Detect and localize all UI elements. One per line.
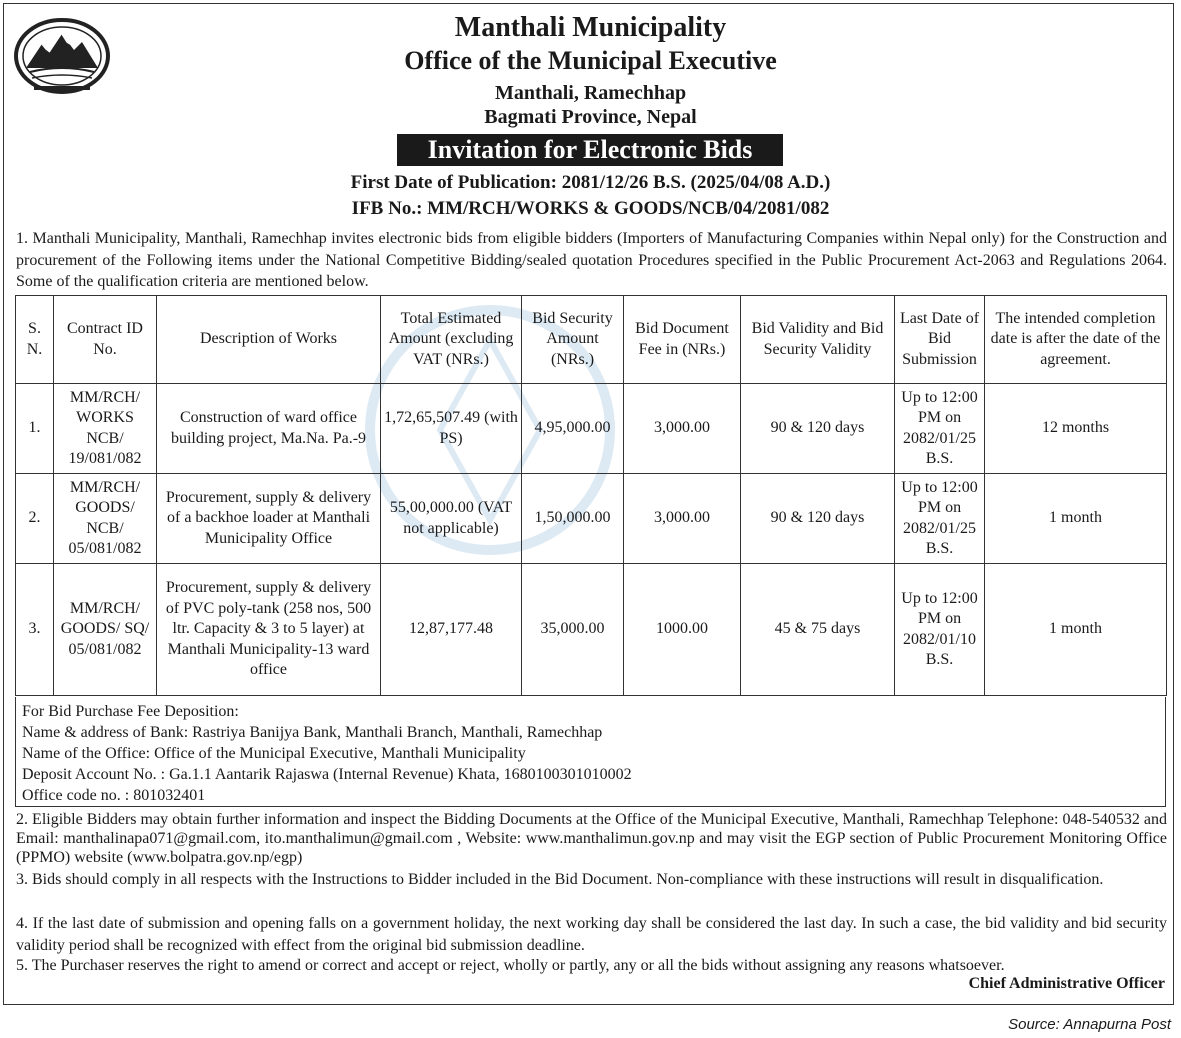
header-contract-id: Contract ID No. [54,296,157,384]
header-description: Description of Works [157,296,381,384]
cell-completion: 1 month [985,474,1167,564]
cell-sn: 3. [16,564,54,696]
cell-sn: 2. [16,474,54,564]
header-bid-security: Bid Security Amount (NRs.) [522,296,624,384]
paragraph-3: 3. Bids should comply in all respects with the Instructions to Bidder included in the Bid Document. Non-compliance with these instructions will result in disqualification. [16,871,1104,888]
cell-amount: 12,87,177.48 [381,564,522,696]
paragraph-1: 1. Manthali Municipality, Manthali, Ramechhap invites electronic bids from eligible bidders (Importers of Manufacturing Companies within Nepal only) for the Construction and procurement of the Following items under the National Competitive Bidding/sealed quotation Procedures specified in the Public Procurement Act-2063 and Regulations 2064. Some of the qualification criteria are mentioned below. [16,230,1167,290]
cell-validity: 90 & 120 days [741,384,895,474]
cell-amount: 55,00,000.00 (VAT not applicable) [381,474,522,564]
header-bid-validity: Bid Validity and Bid Security Validity [741,296,895,384]
cell-contract-id: MM/RCH/ WORKS NCB/ 19/081/082 [54,384,157,474]
cell-completion: 12 months [985,384,1167,474]
cell-description: Procurement, supply & delivery of PVC poly-tank (258 nos, 500 ltr. Capacity & 3 to 5 layer) at Manthali Municipality-13 ward office [157,564,381,696]
cell-contract-id: MM/RCH/ GOODS/ SQ/ 05/081/082 [54,564,157,696]
cell-contract-id: MM/RCH/ GOODS/ NCB/ 05/081/082 [54,474,157,564]
paragraph-5: 5. The Purchaser reserves the right to amend or correct and accept or reject, wholly or partly, any or all the bids without assigning any reasons whatsoever. [16,957,1005,974]
cell-last-date: Up to 12:00 PM on 2082/01/25 B.S. [895,384,985,474]
cell-validity: 90 & 120 days [741,474,895,564]
deposit-bank: Name & address of Bank: Rastriya Banijya Bank, Manthali Branch, Manthali, Ramechhap [22,724,603,741]
municipality-name: Manthali Municipality [454,12,727,43]
table-row [16,564,1167,696]
header-sn: S. N. [16,296,54,384]
paragraph-4: 4. If the last date of submission and opening falls on a government holiday, the next working day shall be considered the last day. In such a case, the bid validity and bid security validity period shall be recognized with effect from the original bid submission deadline. [16,915,1167,954]
deposit-office: Name of the Office: Office of the Municipal Executive, Manthali Municipality [22,745,526,762]
table-header-row [16,296,1167,384]
cell-validity: 45 & 75 days [741,564,895,696]
cell-last-date: Up to 12:00 PM on 2082/01/10 B.S. [895,564,985,696]
cell-sn: 1. [16,384,54,474]
cell-security: 4,95,000.00 [522,384,624,474]
deposit-title: For Bid Purchase Fee Deposition: [22,703,239,720]
header-last-date: Last Date of Bid Submission [895,296,985,384]
cell-fee: 3,000.00 [624,384,741,474]
table-row [16,474,1167,564]
cell-security: 35,000.00 [522,564,624,696]
source-credit: Source: Annapurna Post [1008,1016,1171,1033]
deposit-info-box [15,697,1166,807]
notice-title-banner: Invitation for Electronic Bids [397,134,783,166]
office-name: Office of the Municipal Executive [404,46,777,75]
cell-security: 1,50,000.00 [522,474,624,564]
cell-last-date: Up to 12:00 PM on 2082/01/25 B.S. [895,474,985,564]
header-completion: The intended completion date is after the date of the agreement. [985,296,1167,384]
table-row [16,384,1167,474]
cell-description: Construction of ward office building project, Ma.Na. Pa.-9 [157,384,381,474]
office-address: Manthali, Ramechhap [494,82,687,104]
cell-description: Procurement, supply & delivery of a backhoe loader at Manthali Municipality Office [157,474,381,564]
cell-completion: 1 month [985,564,1167,696]
province-line: Bagmati Province, Nepal [484,106,697,128]
publication-date: First Date of Publication: 2081/12/26 B.S. (2025/04/08 A.D.) [350,172,831,193]
cell-amount: 1,72,65,507.49 (with PS) [381,384,522,474]
deposit-office-code: Office code no. : 801032401 [22,787,206,804]
cell-fee: 1000.00 [624,564,741,696]
header-estimated-amount: Total Estimated Amount (excluding VAT (NRs.) [381,296,522,384]
header-document-fee: Bid Document Fee in (NRs.) [624,296,741,384]
signatory: Chief Administrative Officer [968,975,1165,992]
deposit-account: Deposit Account No. : Ga.1.1 Aantarik Rajaswa (Internal Revenue) Khata, 1680100301010002 [22,766,632,783]
ifb-number: IFB No.: MM/RCH/WORKS & GOODS/NCB/04/2081/082 [351,198,830,219]
paragraph-2: 2. Eligible Bidders may obtain further information and inspect the Bidding Documents at the Office of the Municipal Executive, Manthali, Ramechhap Telephone: 048-540532 and Email: manthalinapa071@gmail.com, ito.manthalimun@gmail.com , Website: www.manthalimun.gov.np and may visit the EGP section of Public Procurement Monitoring Office (PPMO) website (www.bolpatra.gov.np/egp) [16,811,1167,866]
bids-table [15,295,1167,696]
cell-fee: 3,000.00 [624,474,741,564]
